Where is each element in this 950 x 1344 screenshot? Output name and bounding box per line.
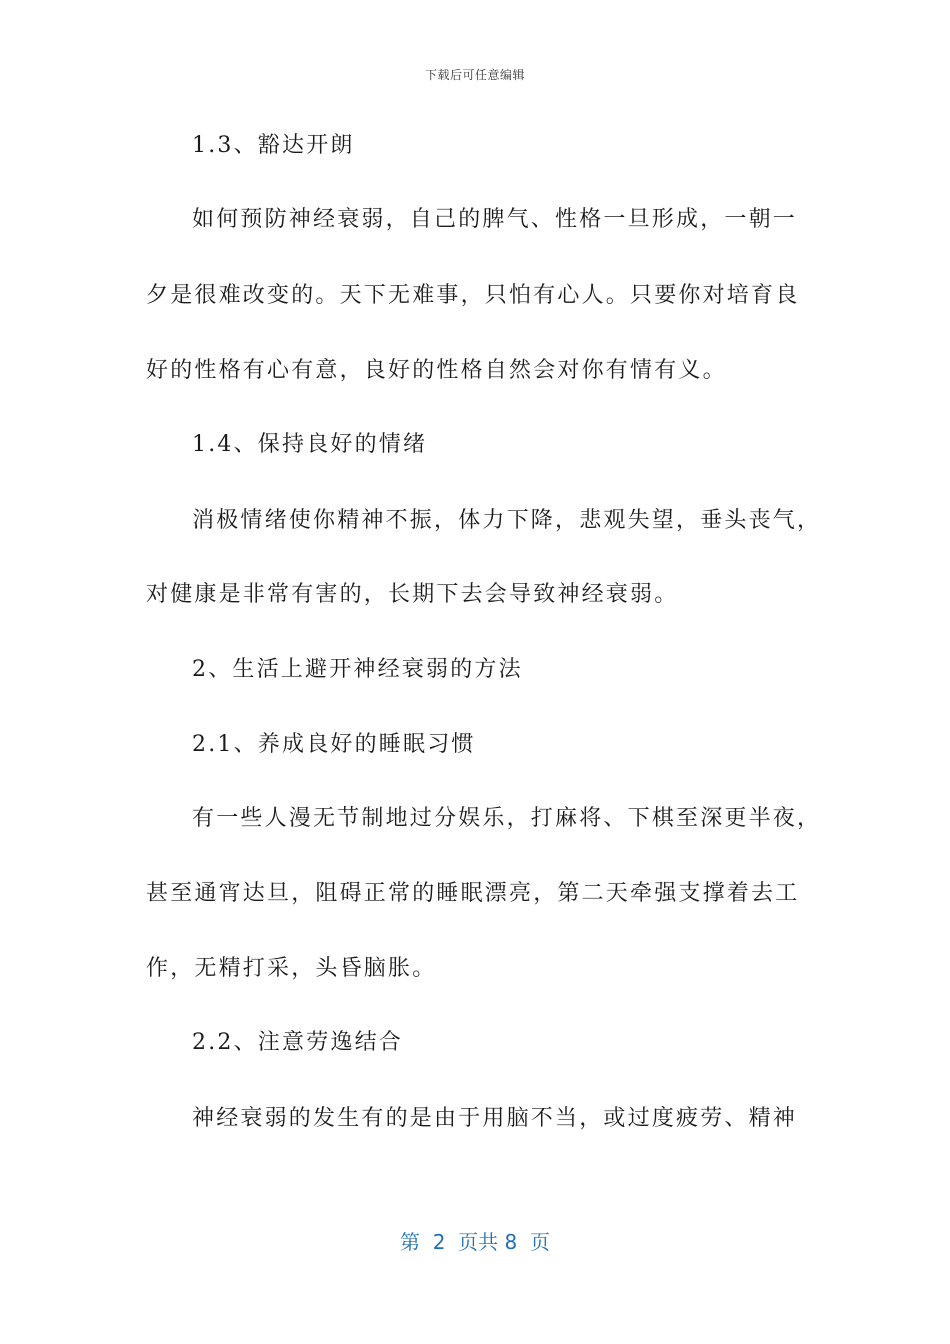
paragraph-line: 甚至通宵达旦，阻碍正常的睡眠漂亮，第二天牵强支撑着去工 — [146, 881, 800, 906]
paragraph-line: 作，无精打采，头昏脑胀。 — [146, 956, 437, 981]
paragraph-line: 好的性格有心有意，良好的性格自然会对你有情有义。 — [146, 358, 727, 383]
paragraph-line: 如何预防神经衰弱，自己的脾气、性格一旦形成，一朝一 — [192, 207, 798, 232]
paragraph-line: 有一些人漫无节制地过分娱乐，打麻将、下棋至深更半夜， — [192, 806, 822, 831]
section-heading-2-2: 2.2、注意劳逸结合 — [192, 1030, 403, 1055]
header-note: 下载后可任意编辑 — [424, 68, 525, 82]
paragraph-line: 对健康是非常有害的，长期下去会导致神经衰弱。 — [146, 582, 679, 607]
page-number: 第 2 页共 8 页 — [400, 1230, 550, 1254]
section-heading-2: 2、生活上避开神经衰弱的方法 — [192, 657, 523, 682]
section-heading-1-3: 1.3、豁达开朗 — [192, 133, 355, 158]
section-heading-2-1: 2.1、养成良好的睡眠习惯 — [192, 732, 476, 757]
paragraph-line: 夕是很难改变的。天下无难事，只怕有心人。只要你对培育良 — [146, 283, 800, 308]
paragraph-line: 神经衰弱的发生有的是由于用脑不当，或过度疲劳、精神 — [192, 1106, 798, 1131]
paragraph-line: 消极情绪使你精神不振，体力下降，悲观失望，垂头丧气， — [192, 508, 822, 533]
section-heading-1-4: 1.4、保持良好的情绪 — [192, 432, 428, 457]
